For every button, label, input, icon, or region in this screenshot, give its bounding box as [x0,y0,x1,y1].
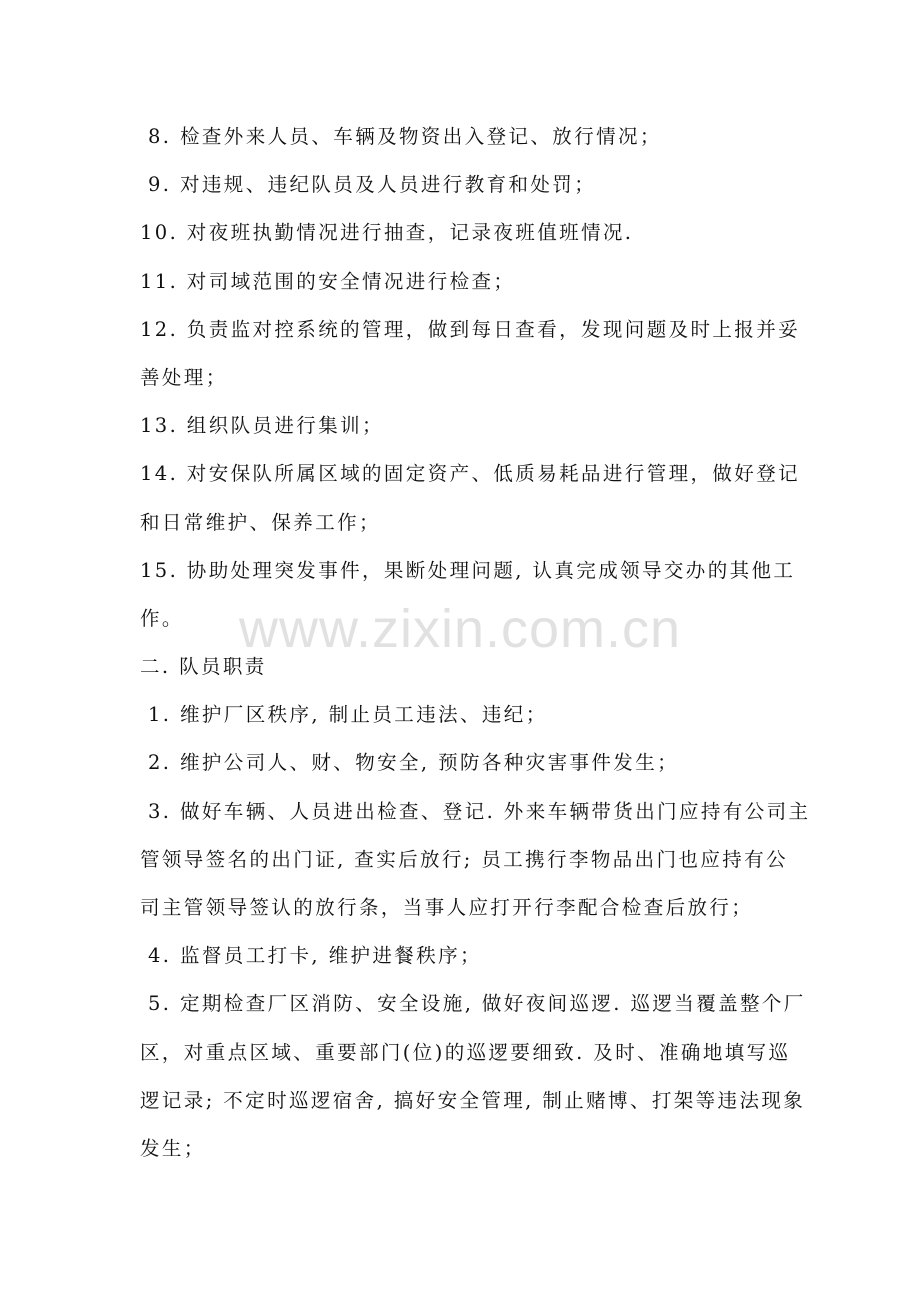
text-line: 1. 维护厂区秩序, 制止员工违法、违纪； [148,703,548,727]
text-line: 3. 做好车辆、人员进出检查、登记. 外来车辆带货出门应持有公司主 [148,799,811,823]
text-line: 9. 对违规、违纪队员及人员进行教育和处罚； [148,173,597,197]
text-line: 善处理； [140,365,228,389]
text-line: 作。 [140,606,184,630]
document-body [140,113,811,1173]
text-line: 10. 对夜班执勤情况进行抽查，记录夜班值班情况. [140,221,634,245]
text-line: 和日常维护、保养工作； [140,510,381,534]
text-line: 管领导签名的出门证, 查实后放行; 员工携行李物品出门也应持有公 [140,847,788,871]
text-line: 4. 监督员工打卡, 维护进餐秩序； [148,944,482,968]
text-line: 5. 定期检查厂区消防、安全设施, 做好夜间巡逻. 巡逻当覆盖整个厂 [148,992,806,1016]
text-line: 15. 协助处理突发事件，果断处理问题, 认真完成领导交办的其他工 [140,558,796,582]
text-line: 司主管领导签认的放行条，当事人应打开行李配合检查后放行； [140,896,754,919]
text-line: 区，对重点区域、重要部门(位)的巡逻要细致. 及时、准确地填写巡 [140,1040,791,1064]
text-line: 12. 负责监对控系统的管理，做到每日查看，发现问题及时上报并妥 [140,317,801,341]
text-line: 14. 对安保队所属区域的固定资产、低质易耗品进行管理，做好登记 [140,462,801,486]
text-line: 8. 检查外来人员、车辆及物资出入登记、放行情况； [148,125,662,148]
text-line: 二. 队员职责 [140,655,267,679]
text-line: 2. 维护公司人、财、物安全, 预防各种灾害事件发生； [148,751,680,775]
watermark: www.zixin.com.cn [238,599,682,659]
text-line: 逻记录; 不定时巡逻宿舍, 搞好安全管理, 制止赌博、打架等违法现象 [140,1088,806,1112]
text-line: 发生； [140,1136,206,1160]
text-line: 13. 组织队员进行集训； [140,414,384,438]
text-line: 11. 对司域范围的安全情况进行检查； [140,269,516,293]
